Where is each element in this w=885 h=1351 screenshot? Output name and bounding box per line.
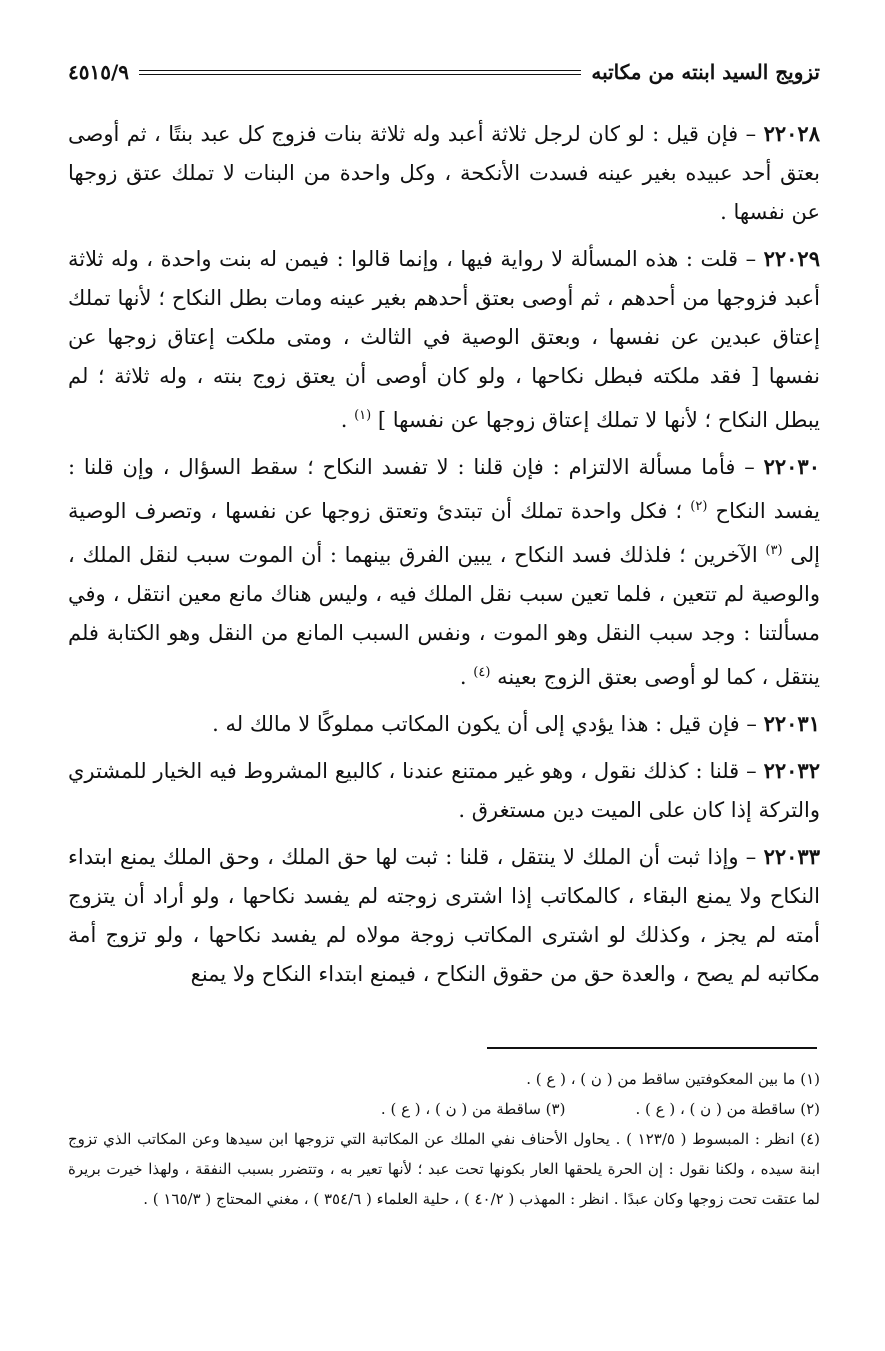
paragraph-22033 — [68, 837, 820, 994]
paragraph-text-cont: ؛ فكل واحدة تملك أن تبتدئ وتعتق زوجها عن نفسها ، وتصرف الوصية إلى — [68, 499, 820, 567]
paragraph-number: ٢٢٠٣٠ — [763, 454, 820, 479]
paragraph-text: – قلنا : كذلك نقول ، وهو غير ممتنع عندنا ، كالبيع المشروط فيه الخيار للمشتري والتركة إذا كان على الميت دين مستغرق . — [68, 759, 820, 822]
running-title: تزويج السيد ابنته من مكاتبه — [591, 60, 820, 84]
header-rule — [139, 70, 581, 75]
paragraph-number: ٢٢٠٣١ — [763, 711, 820, 736]
paragraph-text: – قلت : هذه المسألة لا رواية فيها ، وإنما قالوا : فيمن له بنت واحدة ، وله ثلاثة أعبد فزوجها من أحدهم ، ثم أوصى بعتق أحدهم بغير عينه ومات بطل النكاح ؛ لأنها تملك إعتاق عبدين عن نفسها ، وبعتق الوصية في الثالث ، ومتى ملكت إعتاق زوجها عن نفسها [ فقد ملكته فبطل نكاحها ، ولو كان أوصى أن يعتق زوج بنته ، وله ثلاثة ؛ لم يبطل النكاح ؛ لأنها لا تملك إعتاق زوجها عن نفسها ] — [68, 247, 820, 432]
footnote-ref-2[interactable]: (٢) — [690, 499, 708, 514]
paragraph-number: ٢٢٠٣٣ — [763, 844, 820, 869]
footnote-1: (١) ما بين المعكوفتين ساقط من ( ن ) ، ( ع ) . — [526, 1070, 820, 1088]
footnote-3: (٣) ساقطة من ( ن ) ، ( ع ) . — [380, 1100, 566, 1118]
paragraph-22030 — [68, 447, 820, 697]
paragraph-text-end: . — [340, 408, 355, 432]
footnote-divider — [487, 1047, 817, 1049]
footnote-ref-3[interactable]: (٣) — [765, 543, 783, 558]
footnote-2: (٢) ساقطة من ( ن ) ، ( ع ) . — [635, 1100, 820, 1118]
footnote-4: (٤) انظر : المبسوط ( ١٢٣/٥ ) . يحاول الأحناف نفي الملك عن المكاتبة التي تزوجها ابن سيدها وعن المكاتب الذي تزوج ابنة سيده ، ولكنا نقول : إن الحرة يلحقها العار بكونها تحت عبد ؛ لأنها تعير به ، وتتضرر بسبب النفقة ، ولهذا خيرت بريرة لما عتقت تحت زوجها وكان عبدًا . انظر : المهذب ( ٤٠/٢ ) ، حلية العلماء ( ٣٥٤/٦ ) ، مغني المحتاج ( ١٦٥/٣ ) . — [68, 1130, 820, 1208]
page-number: ٤٥١٥/٩ — [68, 60, 130, 84]
footnote-row — [68, 1094, 820, 1124]
paragraph-text: – فأما مسألة الالتزام : فإن قلنا : لا تفسد النكاح ؛ سقط السؤال ، وإن قلنا : يفسد النكاح — [68, 455, 820, 523]
paragraph-22028 — [68, 114, 820, 232]
footnotes — [68, 1064, 820, 1214]
paragraph-22032 — [68, 751, 820, 830]
paragraph-number: ٢٢٠٢٩ — [763, 246, 820, 271]
footnote-ref-4[interactable]: (٤) — [473, 665, 491, 680]
paragraph-22029 — [68, 239, 820, 440]
paragraph-text-end: . — [459, 665, 474, 689]
footnote-ref-1[interactable]: (١) — [354, 408, 372, 423]
paragraph-text-cont: الآخرين ؛ فلذلك فسد النكاح ، يبين الفرق بينهما : أن الموت سبب لنقل الملك ، والوصية لم تتعين ، فلما تعين سبب نقل الملك فيه ، وليس هناك مانع معين انتقل ، وفي مسألتنا : وجد سبب النقل وهو الموت ، ونفس السبب المانع من النقل وهو الكتابة فلم ينتقل ، كما لو أوصى بعتق الزوج بعينه — [68, 543, 820, 689]
paragraph-text: – وإذا ثبت أن الملك لا ينتقل ، قلنا : ثبت لها حق الملك ، وحق الملك يمنع ابتداء النكاح ولا يمنع البقاء ، كالمكاتب إذا اشترى زوجته لم يفسد نكاحها ، ولو أراد أن يتزوج أمته لم يجز ، وكذلك لو اشترى المكاتب زوجة مولاه لم يفسد نكاحها ، ولو تزوج أمة مكاتبه لم يصح ، والعدة حق من حقوق النكاح ، فيمنع ابتداء النكاح ولا يمنع — [68, 845, 820, 986]
paragraph-text: – فإن قيل : لو كان لرجل ثلاثة أعبد وله ثلاثة بنات فزوج كل عبد بنتًا ، ثم أوصى بعتق أحد عبيده بغير عينه فسدت الأنكحة ، وكل واحدة من البنات لا تملك عتق زوجها عن نفسها . — [68, 122, 820, 224]
page-header — [68, 56, 820, 88]
paragraph-22031 — [68, 704, 820, 744]
paragraph-text: – فإن قيل : هذا يؤدي إلى أن يكون المكاتب مملوكًا لا مالك له . — [212, 712, 757, 736]
paragraph-number: ٢٢٠٣٢ — [763, 758, 820, 783]
paragraph-number: ٢٢٠٢٨ — [763, 121, 820, 146]
main-text — [68, 114, 820, 1001]
